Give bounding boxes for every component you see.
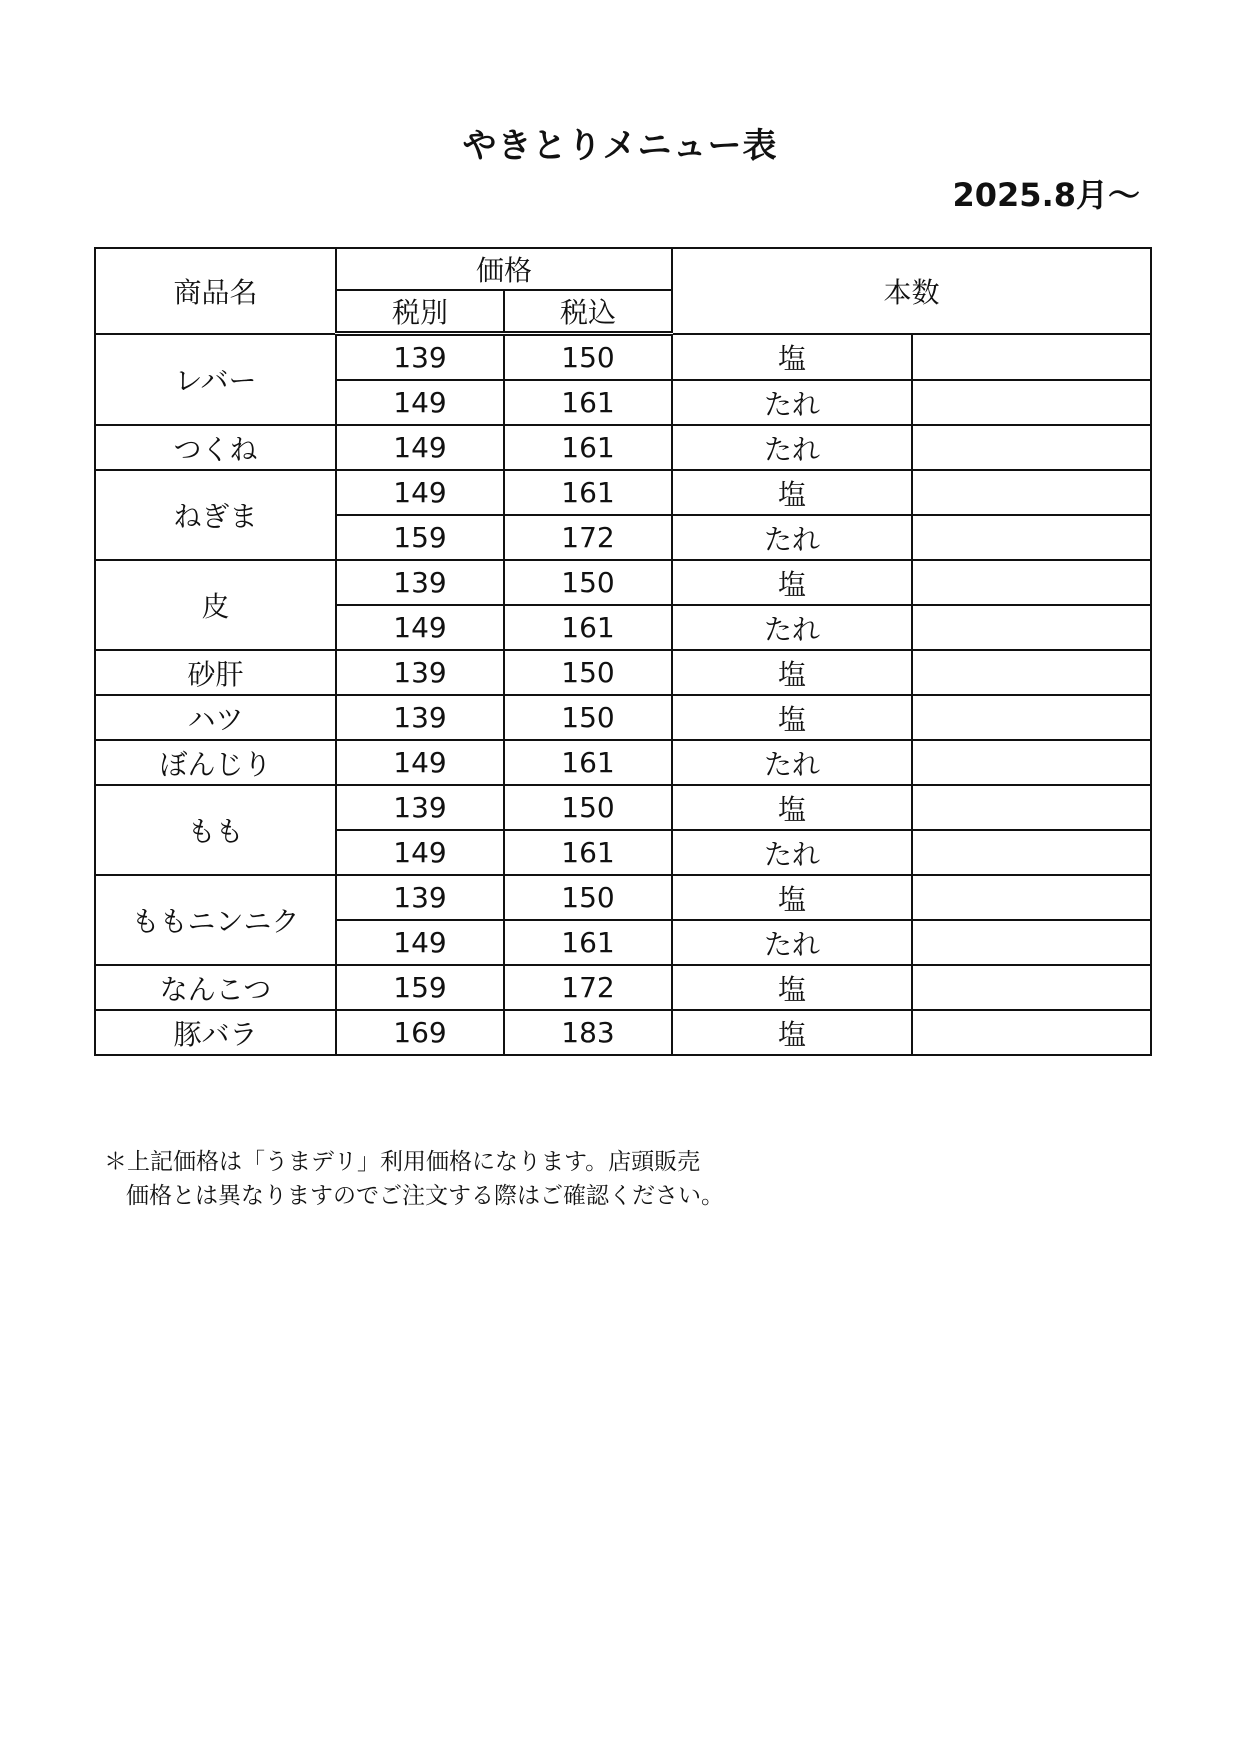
price-incl-tax: 172 bbox=[504, 965, 672, 1010]
seasoning: 塩 bbox=[672, 470, 912, 515]
menu-table bbox=[94, 247, 1152, 1056]
table-body bbox=[95, 334, 1151, 1056]
table-row bbox=[95, 470, 1151, 515]
price-excl-tax: 139 bbox=[336, 875, 504, 920]
seasoning: 塩 bbox=[672, 650, 912, 695]
count-cell bbox=[912, 875, 1151, 920]
seasoning: たれ bbox=[672, 380, 912, 425]
product-name: 砂肝 bbox=[95, 650, 336, 695]
count-cell bbox=[912, 515, 1151, 560]
count-cell bbox=[912, 830, 1151, 875]
price-excl-tax: 149 bbox=[336, 830, 504, 875]
product-name: ハツ bbox=[95, 695, 336, 740]
table-row bbox=[95, 695, 1151, 740]
product-name: ももニンニク bbox=[95, 875, 336, 965]
count-cell bbox=[912, 425, 1151, 470]
price-excl-tax: 149 bbox=[336, 605, 504, 650]
count-cell bbox=[912, 380, 1151, 425]
table-row bbox=[95, 650, 1151, 695]
seasoning: 塩 bbox=[672, 785, 912, 830]
seasoning: たれ bbox=[672, 920, 912, 965]
count-cell bbox=[912, 785, 1151, 830]
footnote-line-2: 価格とは異なりますのでご注文する際はご確認ください。 bbox=[126, 1183, 724, 1209]
header-price-incl-tax: 税込 bbox=[504, 290, 672, 334]
count-cell bbox=[912, 650, 1151, 695]
product-name: つくね bbox=[95, 425, 336, 470]
price-excl-tax: 139 bbox=[336, 560, 504, 605]
table-header bbox=[95, 248, 1151, 334]
count-cell bbox=[912, 1010, 1151, 1055]
price-excl-tax: 149 bbox=[336, 425, 504, 470]
price-excl-tax: 139 bbox=[336, 695, 504, 740]
price-excl-tax: 139 bbox=[336, 650, 504, 695]
header-product-name: 商品名 bbox=[95, 248, 336, 334]
price-incl-tax: 161 bbox=[504, 830, 672, 875]
header-price: 価格 bbox=[336, 248, 672, 290]
seasoning: 塩 bbox=[672, 695, 912, 740]
seasoning: 塩 bbox=[672, 1010, 912, 1055]
seasoning: たれ bbox=[672, 830, 912, 875]
seasoning: たれ bbox=[672, 515, 912, 560]
effective-date: 2025.8月～ bbox=[952, 176, 1140, 214]
price-excl-tax: 159 bbox=[336, 515, 504, 560]
price-incl-tax: 161 bbox=[504, 470, 672, 515]
table-row bbox=[95, 334, 1151, 381]
price-incl-tax: 150 bbox=[504, 560, 672, 605]
count-cell bbox=[912, 695, 1151, 740]
price-incl-tax: 150 bbox=[504, 650, 672, 695]
table-row bbox=[95, 875, 1151, 920]
header-price-excl-tax: 税別 bbox=[336, 290, 504, 334]
table-row bbox=[95, 1010, 1151, 1055]
price-incl-tax: 161 bbox=[504, 920, 672, 965]
product-name: ぼんじり bbox=[95, 740, 336, 785]
seasoning: たれ bbox=[672, 605, 912, 650]
product-name: 豚バラ bbox=[95, 1010, 336, 1055]
price-excl-tax: 149 bbox=[336, 470, 504, 515]
count-cell bbox=[912, 605, 1151, 650]
count-cell bbox=[912, 560, 1151, 605]
footnote bbox=[104, 1145, 724, 1213]
price-excl-tax: 139 bbox=[336, 334, 504, 381]
seasoning: たれ bbox=[672, 425, 912, 470]
price-incl-tax: 183 bbox=[504, 1010, 672, 1055]
seasoning: 塩 bbox=[672, 334, 912, 381]
price-incl-tax: 161 bbox=[504, 740, 672, 785]
seasoning: たれ bbox=[672, 740, 912, 785]
price-incl-tax: 161 bbox=[504, 380, 672, 425]
price-excl-tax: 169 bbox=[336, 1010, 504, 1055]
product-name: なんこつ bbox=[95, 965, 336, 1010]
count-cell bbox=[912, 334, 1151, 381]
seasoning: 塩 bbox=[672, 965, 912, 1010]
price-incl-tax: 150 bbox=[504, 334, 672, 381]
product-name: 皮 bbox=[95, 560, 336, 650]
count-cell bbox=[912, 965, 1151, 1010]
price-incl-tax: 150 bbox=[504, 695, 672, 740]
price-incl-tax: 161 bbox=[504, 605, 672, 650]
price-excl-tax: 149 bbox=[336, 920, 504, 965]
price-incl-tax: 150 bbox=[504, 785, 672, 830]
product-name: レバー bbox=[95, 334, 336, 426]
price-excl-tax: 149 bbox=[336, 380, 504, 425]
header-count: 本数 bbox=[672, 248, 1151, 334]
table-row bbox=[95, 965, 1151, 1010]
table-row bbox=[95, 785, 1151, 830]
page-title: やきとりメニュー表 bbox=[462, 126, 778, 166]
table-row bbox=[95, 740, 1151, 785]
price-excl-tax: 159 bbox=[336, 965, 504, 1010]
table-row bbox=[95, 560, 1151, 605]
product-name: ねぎま bbox=[95, 470, 336, 560]
table-row bbox=[95, 425, 1151, 470]
count-cell bbox=[912, 740, 1151, 785]
footnote-line-1: ＊上記価格は「うまデリ」利用価格になります。店頭販売 bbox=[104, 1149, 701, 1175]
price-excl-tax: 149 bbox=[336, 740, 504, 785]
count-cell bbox=[912, 920, 1151, 965]
product-name: もも bbox=[95, 785, 336, 875]
seasoning: 塩 bbox=[672, 875, 912, 920]
price-incl-tax: 150 bbox=[504, 875, 672, 920]
price-excl-tax: 139 bbox=[336, 785, 504, 830]
seasoning: 塩 bbox=[672, 560, 912, 605]
count-cell bbox=[912, 470, 1151, 515]
price-incl-tax: 161 bbox=[504, 425, 672, 470]
price-incl-tax: 172 bbox=[504, 515, 672, 560]
